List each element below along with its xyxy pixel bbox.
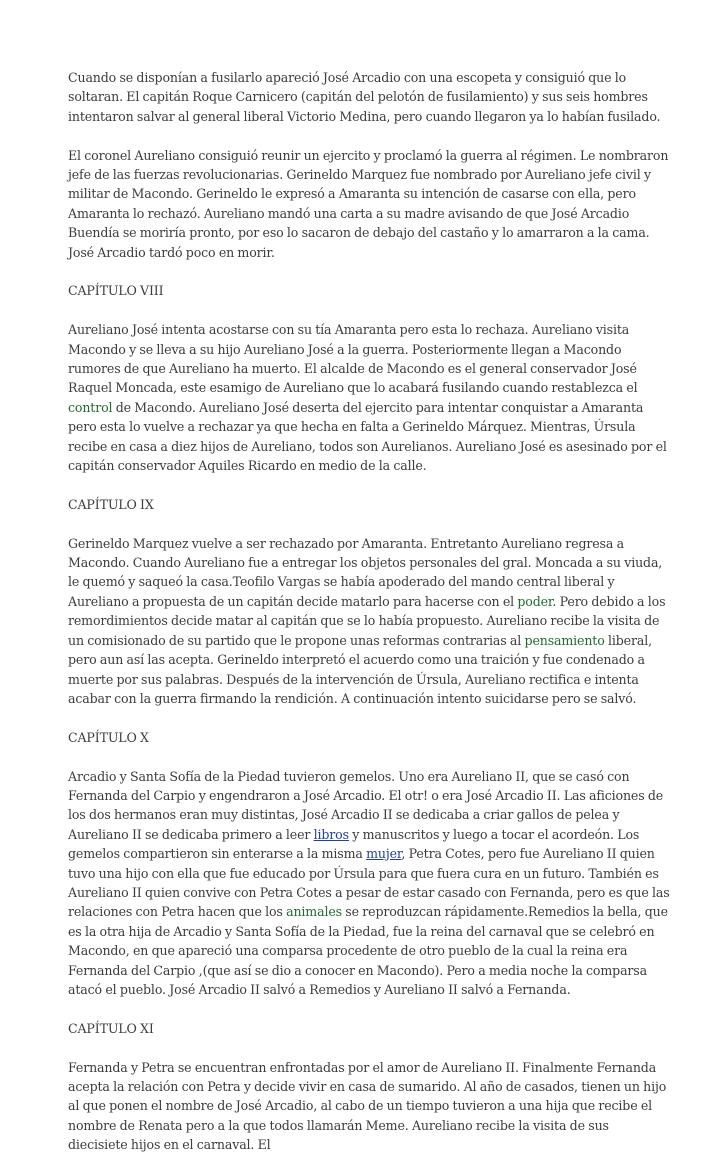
paragraph-chapter-viii [68,320,670,475]
text-segment: Aureliano José intenta acostarse con su tía Amaranta pero esta lo rechaza. Aureliano visita Macondo y se lleva a su hijo Aureliano José a la guerra. Posteriormente llegan a Macondo rumores de que Aureliano ha muerto. El alcalde de Macondo es el general conservador José Raquel Moncada, este esamigo de Aureliano que lo acabará fusilando cuando restablezca el [68,322,638,396]
link-mujer[interactable]: mujer [366,846,402,862]
link-animales[interactable]: animales [286,904,342,920]
heading-chapter-viii: CAPÍTULO VIII [68,283,164,299]
text-segment: . Pero debido a los remordimientos decide matar al capitán que se lo había propuesto. Aureliano recibe la visita de un comisionado de su partido que le propone unas reformas contrarias al [68,593,666,648]
link-pensamiento[interactable]: pensamiento [524,632,605,648]
paragraph-chapter-x [68,767,670,1000]
text-segment: , Petra Cotes, pero fue Aureliano II quien tuvo una hijo con ella que fue educado por Úrsula para que fuera cura en un futuro. También es Aureliano II quien convive con Petra Cotes a pesar de estar casado con Fernanda, pero es que las relaciones con Petra hacen que los [68,846,670,920]
paragraph-chapter-xi: Fernanda y Petra se encuentran enfrontadas por el amor de Aureliano II. Finalmente Fernanda acepta la relación con Petra y decide vivir en casa de sumarido. Al año de casados, tienen un hijo al que ponen el nombre de José Arcadio, al cabo de un tiempo tuvieron a una hija que recibe el nombre de Renata pero a la que todos llamarán Meme. Aureliano recibe la visita de sus diecisiete hijos en el carnaval. El [68,1059,667,1153]
document-page [68,68,670,1174]
text-segment: Arcadio y Santa Sofía de la Piedad tuvieron gemelos. Uno era Aureliano II, que se casó con Fernanda del Carpio y engendraron a José Arcadio. El otr! o era José Arcadio II. Las aficiones de los dos hermanos eran muy distintas, José Arcadio II se dedicaba a criar gallos de pelea y Aureliano II se dedicaba primero a leer [68,768,664,842]
heading-chapter-ix: CAPÍTULO IX [68,496,154,512]
text-segment: de Macondo. Aureliano José deserta del ejercito para intentar conquistar a Amaranta pero esta lo vuelve a rechazar ya que hecha en falta a Gerineldo Márquez. Mientras, Úrsula recibe en casa a diez hijos de Aureliano, todos son Aurelianos. Aureliano José es asesinado por el capitán conservador Aquiles Ricardo en medio de la calle. [68,399,667,474]
text-segment: liberal, pero aun así las acepta. Gerineldo interpretó el acuerdo como una traición y fue condenado a muerte por sus palabras. Después de la intervención de Úrsula, Aureliano rectifica e intenta acabar con la guerra firmando la rendición. A continuación intento suicidarse pero se salvó. [68,632,652,706]
text-segment: Gerineldo Marquez vuelve a ser rechazado por Amaranta. Entretanto Aureliano regresa a Macondo. Cuando Aureliano fue a entregar los objetos personales del gral. Moncada a su viuda, le quemó y saqueó la casa.Teofilo Vargas se había apoderado del mando central liberal y Aureliano a propuesta de un capitán decide matarlo para hacerse con el [68,535,663,609]
paragraph-execution: Cuando se disponían a fusilarlo apareció José Arcadio con una escopeta y consiguió que lo soltaran. El capitán Roque Carnicero (capitán del pelotón de fusilamiento) y sus seis hombres intentaron salvar al general liberal Victorio Medina, pero cuando llegaron ya lo habían fusilado. [68,70,661,124]
heading-chapter-x: CAPÍTULO X [68,729,149,745]
text-segment: se reproduzcan rápidamente.Remedios la bella, que es la otra hija de Arcadio y Santa Sofía de la Piedad, fue la reina del carnaval que se celebró en Macondo, en que apareció una comparsa procedente de otro pueblo de la cual la reina era Fernanda del Carpio ,(que así se dio a conocer en Macondo). Pero a media noche la comparsa atacó el pueblo. José Arcadio II salvó a Remedios y Aureliano II salvó a Fernanda. [68,904,668,997]
link-libros[interactable]: libros [313,826,349,842]
link-poder[interactable]: poder [517,593,553,609]
text-segment: y manuscritos y luego a tocar el acordeón. Los gemelos compartieron sin enterarse a la misma [68,826,640,862]
link-control[interactable]: control [68,399,113,415]
paragraph-chapter-ix [68,534,670,709]
heading-chapter-xi: CAPÍTULO XI [68,1020,154,1036]
paragraph-war: El coronel Aureliano consiguió reunir un ejercito y proclamó la guerra al régimen. Le nombraron jefe de las fuerzas revolucionarias. Gerineldo Marquez fue nombrado por Aureliano jefe civil y militar de Macondo. Gerineldo le expresó a Amaranta su intención de casarse con ella, pero Amaranta lo rechazó. Aureliano mandó una carta a su madre avisando de que José Arcadio Buendía se moriría pronto, por eso lo sacaron de debajo del castaño y lo amarraron a la cama. José Arcadio tardó poco en morir. [68,147,669,260]
